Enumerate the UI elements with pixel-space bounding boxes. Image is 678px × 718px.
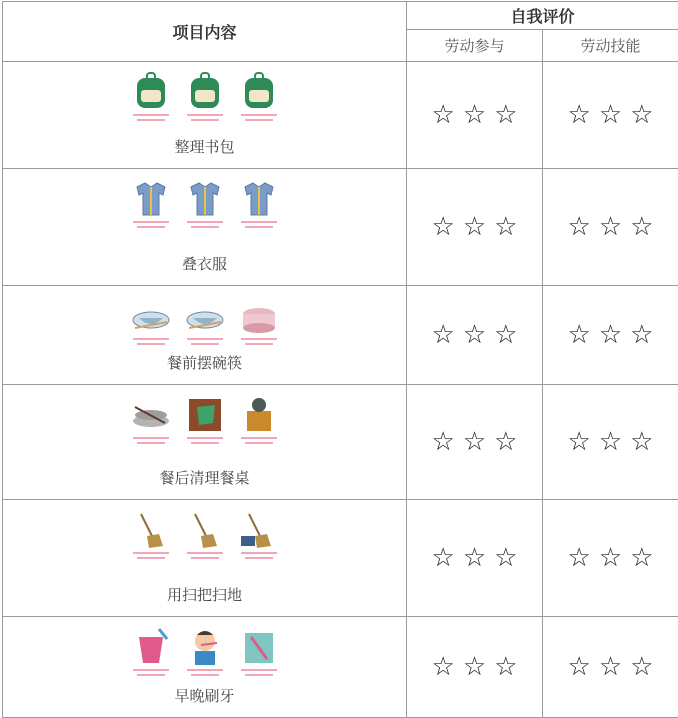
star-icon[interactable]: ☆	[494, 429, 517, 455]
broom-dustpan-icon	[237, 508, 281, 564]
broom-icon	[129, 508, 173, 564]
star-icon[interactable]: ☆	[463, 654, 486, 680]
pot-icon	[237, 294, 281, 350]
star-icon[interactable]: ☆	[494, 322, 517, 348]
star-icon[interactable]: ☆	[599, 214, 622, 240]
participation-rating-cell[interactable]	[407, 385, 543, 500]
table-row	[3, 286, 678, 385]
star-icon[interactable]: ☆	[599, 654, 622, 680]
skill-rating-cell[interactable]	[543, 62, 678, 169]
star-icon[interactable]: ☆	[630, 654, 653, 680]
trash-icon	[237, 393, 281, 449]
table-row	[3, 500, 678, 617]
star-icon[interactable]: ☆	[494, 654, 517, 680]
star-icon[interactable]: ☆	[568, 322, 591, 348]
bowl-chopsticks-icon	[129, 294, 173, 350]
header-labor-skill: 劳动技能	[543, 30, 678, 62]
evaluation-table	[2, 1, 678, 718]
skill-rating-cell[interactable]	[543, 385, 678, 500]
cloth-wipe-icon	[183, 393, 227, 449]
star-icon[interactable]: ☆	[599, 322, 622, 348]
dishes-stack-icon	[129, 393, 173, 449]
backpack-icon	[129, 70, 173, 126]
star-icon[interactable]: ☆	[568, 545, 591, 571]
star-icon[interactable]: ☆	[599, 429, 622, 455]
header-self-evaluation: 自我评价	[407, 2, 678, 30]
shirt-icon	[237, 177, 281, 233]
participation-rating-cell[interactable]	[407, 617, 543, 718]
illustration-strip	[3, 70, 406, 126]
star-icon[interactable]: ☆	[630, 214, 653, 240]
backpack-icon	[237, 70, 281, 126]
backpack-icon	[183, 70, 227, 126]
brushing-icon	[183, 625, 227, 681]
table-row	[3, 617, 678, 718]
item-cell	[3, 385, 407, 500]
skill-rating-cell[interactable]	[543, 500, 678, 617]
star-icon[interactable]: ☆	[463, 322, 486, 348]
table-row	[3, 62, 678, 169]
illustration-strip	[3, 625, 406, 681]
star-icon[interactable]: ☆	[599, 545, 622, 571]
cup-icon	[129, 625, 173, 681]
star-icon[interactable]: ☆	[568, 654, 591, 680]
star-icon[interactable]: ☆	[568, 214, 591, 240]
skill-rating-cell[interactable]	[543, 286, 678, 385]
star-icon[interactable]: ☆	[630, 429, 653, 455]
item-title: 用扫把扫地	[3, 584, 406, 605]
header-item-content: 项目内容	[3, 2, 407, 62]
star-icon[interactable]: ☆	[630, 322, 653, 348]
illustration-strip	[3, 393, 406, 449]
illustration-strip	[3, 294, 406, 350]
star-icon[interactable]: ☆	[432, 102, 455, 128]
item-title: 早晚刷牙	[3, 685, 406, 706]
header-labor-participation: 劳动参与	[407, 30, 543, 62]
shirt-icon	[183, 177, 227, 233]
broom-icon	[183, 508, 227, 564]
skill-rating-cell[interactable]	[543, 169, 678, 286]
star-icon[interactable]: ☆	[630, 545, 653, 571]
star-icon[interactable]: ☆	[463, 545, 486, 571]
item-cell	[3, 617, 407, 718]
skill-rating-cell[interactable]	[543, 617, 678, 718]
star-icon[interactable]: ☆	[494, 545, 517, 571]
star-icon[interactable]: ☆	[463, 214, 486, 240]
star-icon[interactable]: ☆	[568, 429, 591, 455]
participation-rating-cell[interactable]	[407, 500, 543, 617]
participation-rating-cell[interactable]	[407, 62, 543, 169]
item-cell	[3, 500, 407, 617]
dishes-icon	[183, 294, 227, 350]
star-icon[interactable]: ☆	[432, 654, 455, 680]
star-icon[interactable]: ☆	[463, 429, 486, 455]
star-icon[interactable]: ☆	[599, 102, 622, 128]
participation-rating-cell[interactable]	[407, 286, 543, 385]
item-title: 叠衣服	[3, 253, 406, 274]
item-title: 餐前摆碗筷	[3, 352, 406, 373]
star-icon[interactable]: ☆	[432, 214, 455, 240]
item-title: 餐后清理餐桌	[3, 467, 406, 488]
star-icon[interactable]: ☆	[463, 102, 486, 128]
table-row	[3, 169, 678, 286]
toothbrush-icon	[237, 625, 281, 681]
table-row	[3, 385, 678, 500]
participation-rating-cell[interactable]	[407, 169, 543, 286]
star-icon[interactable]: ☆	[630, 102, 653, 128]
star-icon[interactable]: ☆	[494, 102, 517, 128]
illustration-strip	[3, 177, 406, 233]
star-icon[interactable]: ☆	[432, 545, 455, 571]
shirt-icon	[129, 177, 173, 233]
illustration-strip	[3, 508, 406, 564]
star-icon[interactable]: ☆	[432, 429, 455, 455]
star-icon[interactable]: ☆	[432, 322, 455, 348]
item-cell	[3, 62, 407, 169]
star-icon[interactable]: ☆	[494, 214, 517, 240]
star-icon[interactable]: ☆	[568, 102, 591, 128]
item-cell	[3, 286, 407, 385]
item-title: 整理书包	[3, 136, 406, 157]
item-cell	[3, 169, 407, 286]
